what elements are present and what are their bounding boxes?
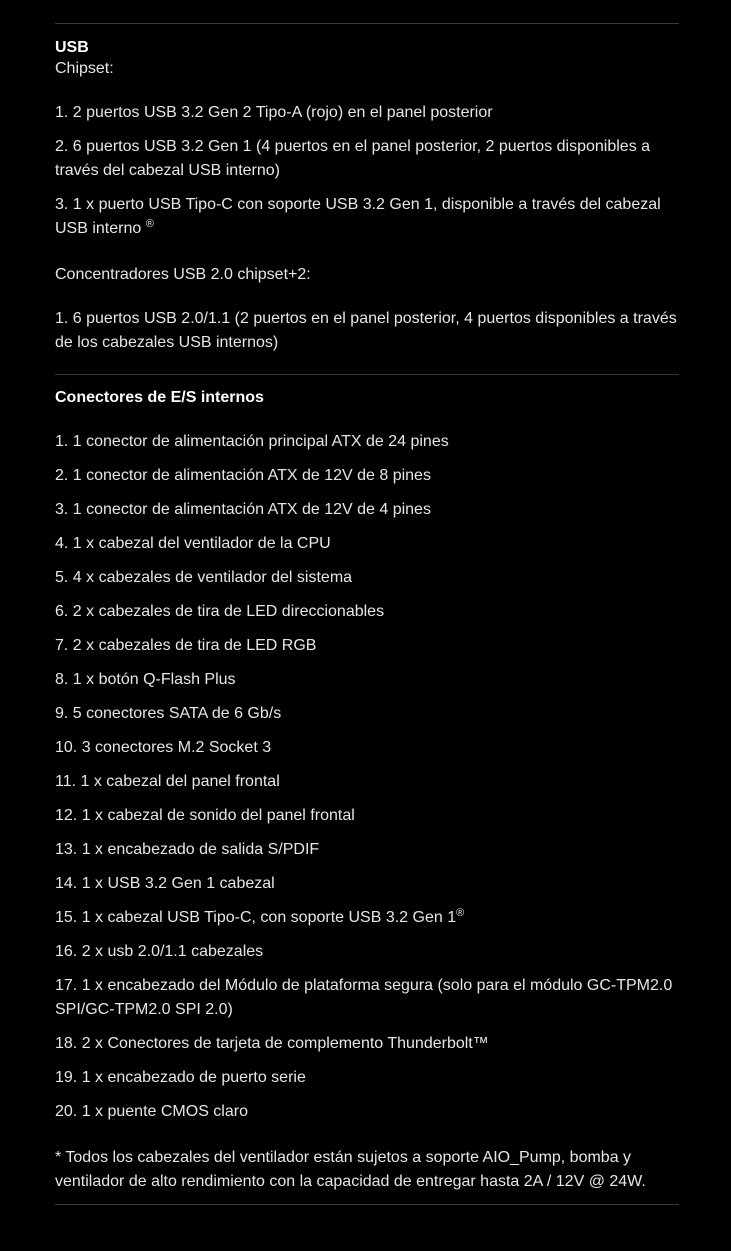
divider-middle [55,374,679,375]
divider-bottom [55,1204,679,1205]
list-item: 3. 1 conector de alimentación ATX de 12V de 4 pines [55,501,431,518]
hub-usb-list [55,307,679,355]
internal-io-title: Conectores de E/S internos [55,389,264,406]
list-item: 1. 6 puertos USB 2.0/1.1 (2 puertos en el panel posterior, 4 puertos disponibles a través de los cabezales USB internos) [55,310,677,351]
list-item: 17. 1 x encabezado del Módulo de plataforma segura (solo para el módulo GC-TPM2.0 SPI/GC-TPM2.0 SPI 2.0) [55,977,673,1018]
list-item: 19. 1 x encabezado de puerto serie [55,1069,306,1086]
list-item: 1. 2 puertos USB 3.2 Gen 2 Tipo-A (rojo) en el panel posterior [55,104,493,121]
list-item: 20. 1 x puente CMOS claro [55,1103,248,1120]
usb-section-title: USB [55,39,89,56]
list-item: 10. 3 conectores M.2 Socket 3 [55,739,272,756]
list-item: 11. 1 x cabezal del panel frontal [55,773,280,790]
internal-io-list [55,430,679,1124]
list-item: 5. 4 x cabezales de ventilador del sistema [55,569,353,586]
spec-content [55,0,679,1205]
registered-mark: ® [456,907,465,919]
list-item: 2. 1 conector de alimentación ATX de 12V de 8 pines [55,467,431,484]
list-item: 14. 1 x USB 3.2 Gen 1 cabezal [55,875,275,892]
list-item: 2. 6 puertos USB 3.2 Gen 1 (4 puertos en el panel posterior, 2 puertos disponibles a través del cabezal USB interno) [55,138,651,179]
registered-mark: ® [145,218,154,230]
list-item: 9. 5 conectores SATA de 6 Gb/s [55,705,282,722]
fan-footnote: * Todos los cabezales del ventilador están sujetos a soporte AIO_Pump, bomba y ventilador de alto rendimiento con la capacidad de entregar hasta 2A / 12V @ 24W. [55,1149,646,1190]
chipset-label: Chipset: [55,60,114,77]
list-item: 6. 2 x cabezales de tira de LED direccionables [55,603,385,620]
divider-top [55,23,679,24]
list-item: 8. 1 x botón Q-Flash Plus [55,671,236,688]
list-item: 1. 1 conector de alimentación principal ATX de 24 pines [55,433,449,450]
list-item: 12. 1 x cabezal de sonido del panel frontal [55,807,355,824]
list-item: 13. 1 x encabezado de salida S/PDIF [55,841,320,858]
list-item: 7. 2 x cabezales de tira de LED RGB [55,637,317,654]
usb-section [55,38,679,355]
list-item: 18. 2 x Conectores de tarjeta de complemento Thunderbolt™ [55,1035,489,1052]
list-item: 15. 1 x cabezal USB Tipo-C, con soporte USB 3.2 Gen 1® [55,907,465,926]
list-item: 16. 2 x usb 2.0/1.1 cabezales [55,943,264,960]
internal-io-section [55,388,679,1194]
chipset-usb-list [55,101,679,241]
list-item: 3. 1 x puerto USB Tipo-C con soporte USB 3.2 Gen 1, disponible a través del cabezal USB interno ® [55,196,661,237]
hub-label: Concentradores USB 2.0 chipset+2: [55,266,311,283]
list-item: 4. 1 x cabezal del ventilador de la CPU [55,535,331,552]
